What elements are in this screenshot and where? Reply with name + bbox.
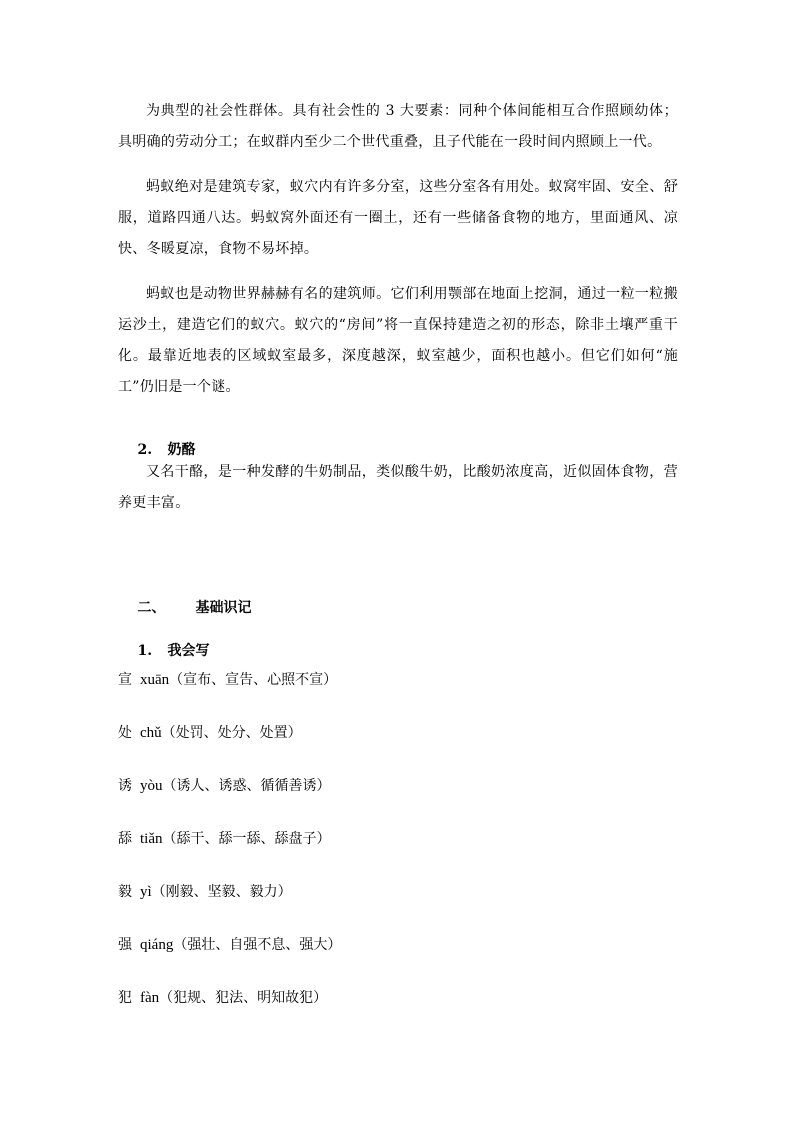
vocab-words: （刚毅、坚毅、毅力） [151,884,292,900]
vocab-pinyin: qiáng [140,937,174,953]
vocab-item [118,935,341,955]
heading-number: 2. [137,442,153,458]
vocab-words: （舔干、舔一舔、舔盘子） [162,831,331,847]
vocab-pinyin: xuān [140,672,170,688]
vocab-char: 诱 [118,778,132,794]
vocab-pinyin: fàn [140,990,160,1006]
vocab-item [118,829,331,849]
vocab-words: （宣布、宣告、心照不宣） [169,672,338,688]
vocab-pinyin: chǔ [140,725,162,741]
paragraph-social-insects: 为典型的社会性群体。具有社会性的 3 大要素：同种个体间能相互合作照顾幼体；具明确的劳动分工；在蚁群内至少二个世代重叠，且子代能在一段时间内照顾上一代。 [118,103,678,150]
vocab-words: （处罚、处分、处置） [161,725,302,741]
vocab-char: 舔 [118,831,132,847]
vocab-char: 强 [118,937,132,953]
vocab-item [118,670,337,690]
heading-number: 1. [137,643,153,659]
vocab-words: （诱人、诱惑、循循善诱） [162,778,331,794]
vocab-item [118,988,327,1008]
vocab-pinyin: tiǎn [140,831,163,847]
vocab-pinyin: yì [140,884,152,900]
vocab-char: 犯 [118,990,132,1006]
vocab-words: （犯规、犯法、明知故犯） [159,990,328,1006]
paragraph-ant-builders: 蚂蚁也是动物世界赫赫有名的建筑师。它们利用颚部在地面上挖洞，通过一粒一粒搬运沙土，建造它们的蚁穴。蚁穴的“房间”将一直保持建造之初的形态，除非土壤严重干化。最靠近地表的区域蚁室最多，深度越深，蚁室越少，面积也越小。但它们如何“施工”仍旧是一个谜。 [118,286,678,395]
vocab-item [118,723,302,743]
vocab-char: 毅 [118,884,132,900]
heading-title: 基础识记 [195,600,252,616]
vocab-item [118,882,292,902]
vocab-char: 宣 [118,672,132,688]
vocab-words: （强壮、自强不息、强大） [173,937,342,953]
heading-title: 奶酪 [167,442,196,458]
vocab-pinyin: yòu [140,778,163,794]
vocab-item [118,776,331,796]
heading-number: 二、 [137,600,166,616]
paragraph-ant-architecture: 蚂蚁绝对是建筑专家，蚁穴内有许多分室，这些分室各有用处。蚁窝牢固、安全、舒服，道路四通八达。蚂蚁窝外面还有一圈土，还有一些储备食物的地方，里面通风、凉快、冬暖夏凉，食物不易坏掉。 [118,179,678,257]
paragraph-cheese: 又名干酪，是一种发酵的牛奶制品，类似酸牛奶，比酸奶浓度高，近似固体食物，营养更丰富。 [118,464,678,511]
vocab-char: 处 [118,725,132,741]
heading-title: 我会写 [167,643,210,659]
